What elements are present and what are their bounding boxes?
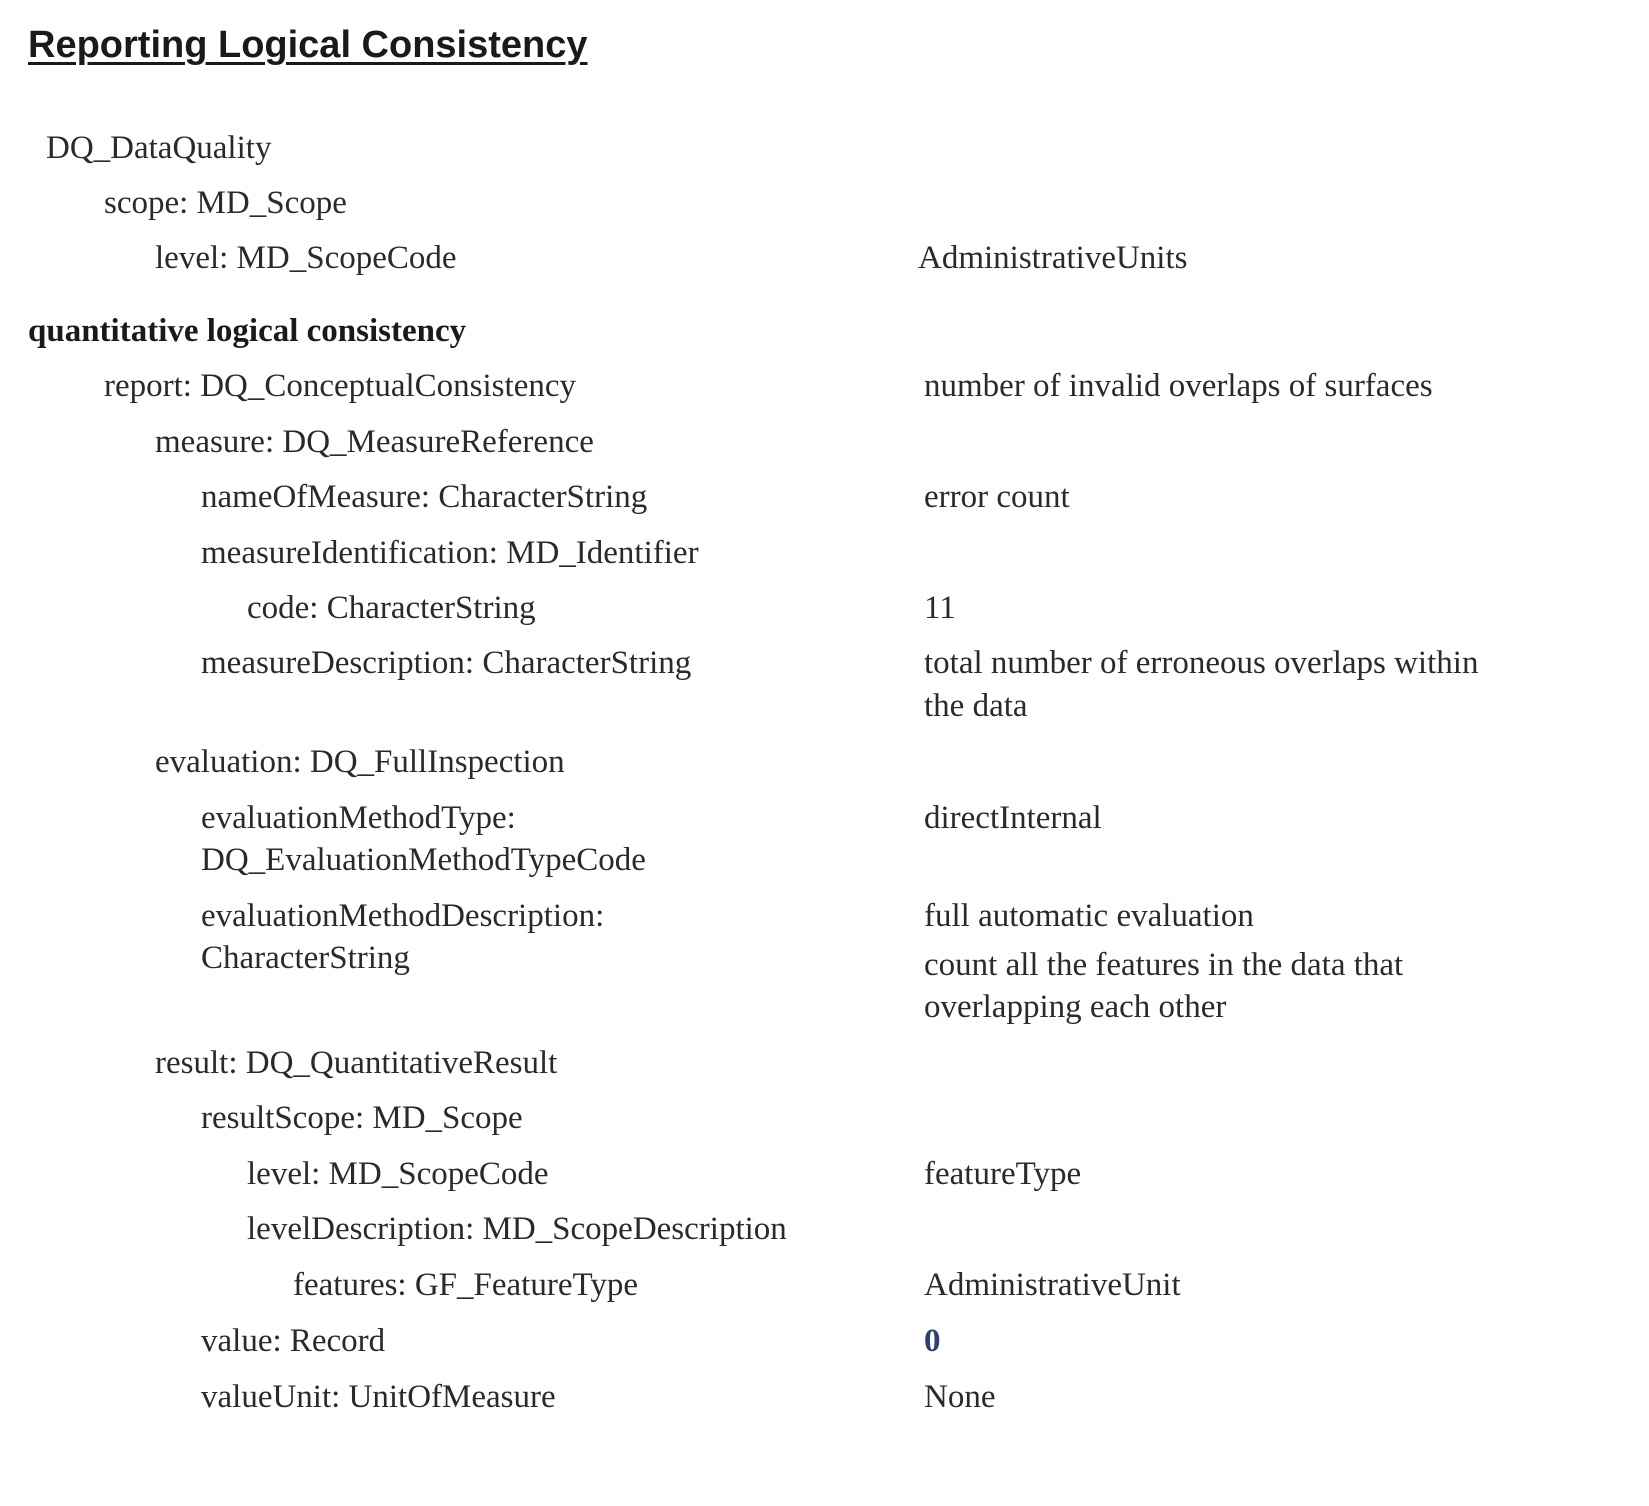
result-label: result: DQ_QuantitativeResult (155, 1045, 558, 1081)
features-value: AdministrativeUnit (924, 1267, 1181, 1303)
report-label: report: DQ_ConceptualConsistency (104, 368, 576, 404)
measure-description-value-line2: the data (924, 688, 1028, 724)
page-title: Reporting Logical Consistency (28, 24, 588, 66)
result-level-label: level: MD_ScopeCode (247, 1156, 549, 1192)
evaluation-method-type-label-line1: evaluationMethodType: (201, 800, 516, 836)
level-label: level: MD_ScopeCode (155, 240, 457, 276)
evaluation-method-description-label-line1: evaluationMethodDescription: (201, 898, 605, 934)
features-label: features: GF_FeatureType (293, 1267, 638, 1303)
value-unit-label: valueUnit: UnitOfMeasure (201, 1379, 556, 1415)
name-of-measure-value: error count (924, 479, 1070, 515)
measure-identification-label: measureIdentification: MD_Identifier (201, 535, 699, 571)
code-value: 11 (924, 590, 956, 626)
level-value: AdministrativeUnits (918, 240, 1188, 276)
result-level-value: featureType (924, 1156, 1082, 1192)
level-description-label: levelDescription: MD_ScopeDescription (247, 1211, 787, 1247)
name-of-measure-label: nameOfMeasure: CharacterString (201, 479, 648, 515)
value-value: 0 (924, 1323, 941, 1359)
measure-label: measure: DQ_MeasureReference (155, 424, 594, 460)
evaluation-method-type-label-line2: DQ_EvaluationMethodTypeCode (201, 842, 646, 878)
result-scope-label: resultScope: MD_Scope (201, 1100, 523, 1136)
code-label: code: CharacterString (247, 590, 536, 626)
report-value: number of invalid overlaps of surfaces (924, 368, 1433, 404)
section-heading: quantitative logical consistency (28, 313, 467, 349)
measure-description-label: measureDescription: CharacterString (201, 645, 692, 681)
evaluation-label: evaluation: DQ_FullInspection (155, 744, 565, 780)
evaluation-method-description-label-line2: CharacterString (201, 940, 410, 976)
measure-description-value-line1: total number of erroneous overlaps within (924, 645, 1479, 681)
evaluation-method-description-value-line2: count all the features in the data that (924, 947, 1404, 983)
evaluation-method-description-value-line1: full automatic evaluation (924, 898, 1254, 934)
evaluation-method-description-value-line3: overlapping each other (924, 989, 1227, 1025)
value-unit-value: None (924, 1379, 996, 1415)
value-label: value: Record (201, 1323, 386, 1359)
scope-label: scope: MD_Scope (104, 185, 347, 221)
dq-dataquality-label: DQ_DataQuality (46, 130, 272, 166)
evaluation-method-type-value: directInternal (924, 800, 1102, 836)
